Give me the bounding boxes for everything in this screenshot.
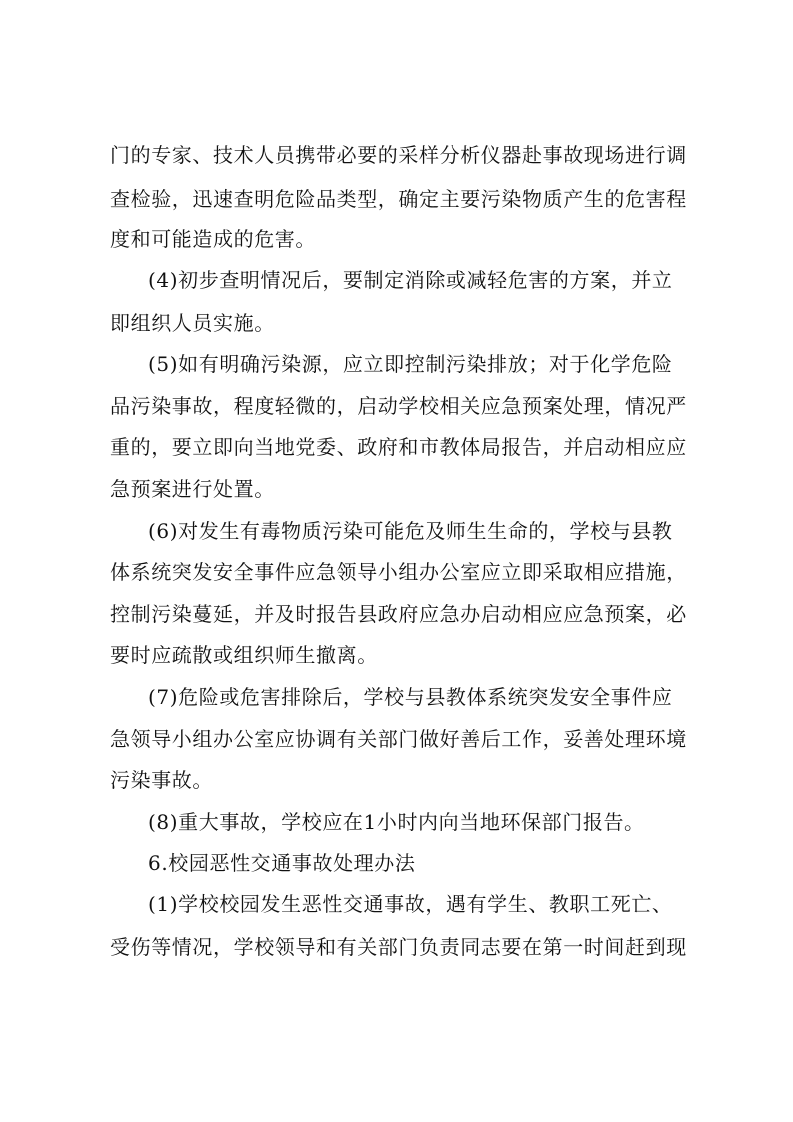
text-line: 受伤等情况，学校领导和有关部门负责同志要在第一时间赶到现 (110, 935, 687, 959)
paragraph-6-start: (6)对发生有毒物质污染可能危及师生生命的，学校与县教 (148, 519, 673, 543)
text-line: 查检验，迅速查明危险品类型，确定主要污染物质产生的危害程 (110, 187, 687, 211)
paragraph-4-start: (4)初步查明情况后，要制定消除或减轻危害的方案，并立 (148, 268, 673, 292)
paragraph-5-start: (5)如有明确污染源，应立即控制污染排放；对于化学危险 (148, 352, 673, 376)
text-line: 重的，要立即向当地党委、政府和市教体局报告，并启动相应应 (110, 435, 687, 459)
text-line: 体系统突发安全事件应急领导小组办公室应立即采取相应措施， (110, 560, 687, 584)
text-line: 急预案进行处置。 (110, 477, 275, 501)
text-line: 度和可能造成的危害。 (110, 227, 316, 251)
text-line: 污染事故。 (110, 768, 213, 792)
text-line: 控制污染蔓延，并及时报告县政府应急办启动相应应急预案，必 (110, 602, 687, 626)
paragraph-1-start: (1)学校校园发生恶性交通事故，遇有学生、教职工死亡、 (148, 892, 673, 916)
text-line: 急领导小组办公室应协调有关部门做好善后工作，妥善处理环境 (110, 727, 687, 751)
text-line: 要时应疏散或组织师生撤离。 (110, 643, 378, 667)
text-line: 品污染事故，程度轻微的，启动学校相关应急预案处理，情况严 (110, 394, 687, 418)
paragraph-7-start: (7)危险或危害排除后，学校与县教体系统突发安全事件应 (148, 685, 673, 709)
section-heading: 6.校园恶性交通事故处理办法 (148, 851, 416, 875)
text-line: 门的专家、技术人员携带必要的采样分析仪器赴事故现场进行调 (110, 143, 687, 167)
text-line: 即组织人员实施。 (110, 311, 275, 335)
paragraph-8: (8)重大事故，学校应在1小时内向当地环保部门报告。 (148, 810, 645, 834)
